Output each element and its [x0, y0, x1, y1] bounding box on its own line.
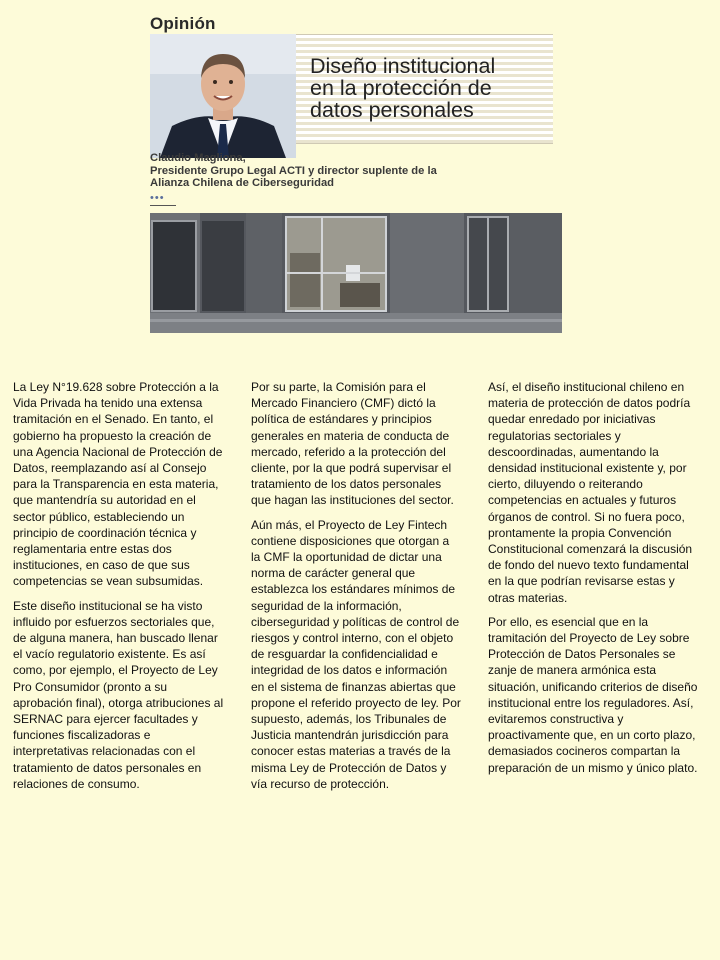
author-role-line-2: Alianza Chilena de Ciberseguridad [150, 177, 335, 189]
paragraph: Aún más, el Proyecto de Ley Fintech contiene disposiciones que otorgan a la CMF la oportunidad de dictar una norma de carácter general que establezca los estándares mínimos de seguridad de la información, ciberseguridad y políticas de control de riesgos y control interno, con el objeto de resguardar la confidencialidad e integridad de los datos e información en el sistema de finanzas abiertas que propone el referido proyecto de ley. Por supuesto, además, los Tribunales de Justicia mantendrán jurisdicción para conocer estas materias a través de la misma Ley de Protección de Datos y vía recurso de protección. [251, 517, 461, 791]
column-3 [488, 379, 700, 784]
article-title [310, 55, 546, 121]
article-header [150, 14, 553, 144]
headline-box [296, 34, 553, 144]
paragraph: La Ley N°19.628 sobre Protección a la Vida Privada ha tenido una extensa tramitación en el Senado. En tanto, el gobierno ha propuesto la creación de una Agencia Nacional de Protección de Datos, reemplazando así al Consejo para la Transparencia en esta materia, que mantendría su autoridad en el sector público, estableciendo un principio de coordinación técnica y reglamentaria entre estas dos instituciones, en caso de que sus competencias se vean subsumidas. [13, 380, 223, 589]
author-portrait [150, 34, 296, 158]
ellipsis-separator: ••• [150, 193, 176, 206]
title-line-3: datos personales [310, 98, 474, 122]
section-label: Opinión [150, 14, 216, 33]
author-name: Claudio Magliona, [150, 152, 246, 164]
paragraph: Así, el diseño institucional chileno en materia de protección de datos podría quedar enredado por iniciativas regulatorias sectoriales y descoordinadas, aumentando la densidad institucional existente y, por cierto, diluyendo o reiterando competencias en actuales y futuros órganos de control. Si no fuera poco, prontamente la propia Convención Constitucional comenzará la discusión de fondo del nuevo texto fundamental en la que podrían revisarse estas y otras materias. [488, 380, 693, 605]
title-line-1: Diseño institucional [310, 54, 496, 78]
paragraph: Por ello, es esencial que en la tramitación del Proyecto de Ley sobre Protección de Datos Personales se zanje de manera armónica esta situación, unificando criterios de diseño institucional entre los reguladores. Así, evitaremos constructiva y proactivamente que, en un corto plazo, demasiados cocineros compartan la preparación de un mismo y único plato. [488, 614, 698, 775]
column-1 [13, 379, 228, 800]
author-byline [150, 152, 480, 190]
office-building-photo [150, 213, 562, 333]
paragraph: Este diseño institucional se ha visto influido por esfuerzos sectoriales que, de alguna manera, han buscado llenar el vacío regulatorio existente. Es así como, por ejemplo, el Proyecto de Ley Pro Consumidor (pronto a su aprobación final), otorga atribuciones al SERNAC para ejercer facultades y funciones fiscalizadoras e interpretativas relacionadas con el tratamiento de datos personales en relaciones de consumo. [13, 598, 224, 791]
author-role-line-1: Presidente Grupo Legal ACTI y director suplente de la [150, 164, 437, 177]
title-line-2: en la protección de [310, 76, 492, 100]
column-2 [251, 379, 461, 800]
paragraph: Por su parte, la Comisión para el Mercado Financiero (CMF) dictó la política de estándares y principios generales en materia de conducta de mercado, referido a la protección del cliente, por la que podrá supervisar el tratamiento de los datos personales que hagan las instituciones del sector. [251, 380, 454, 508]
